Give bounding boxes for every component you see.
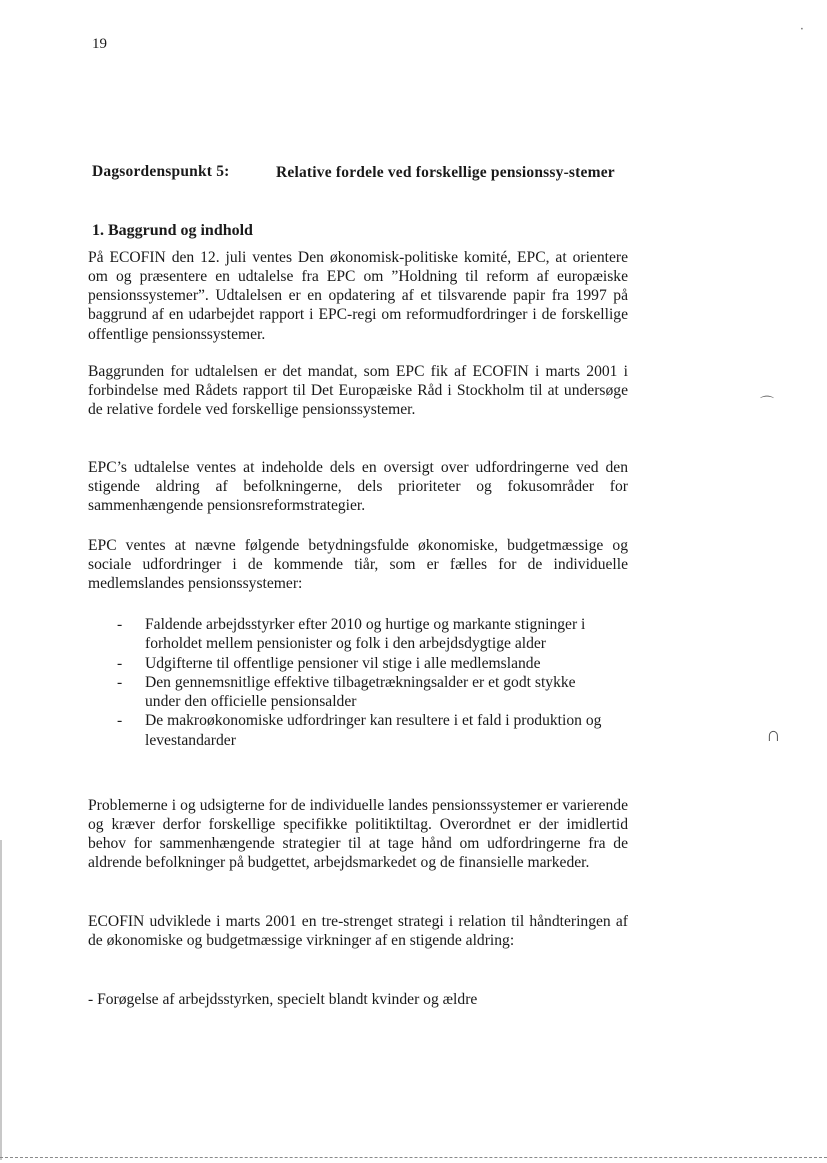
list-item-text: Udgifterne til offentlige pensioner vil stige i alle medlemslande xyxy=(145,654,541,672)
list-item-text: De makroøkonomiske udfordringer kan resultere i et fald i produktion og levestandarder xyxy=(145,712,602,749)
paragraph-mandate: Baggrunden for udtalelsen er det mandat, som EPC fik af ECOFIN i marts 2001 i forbindelse med Rådets rapport til Det Europæiske Råd i Stockholm til at undersøge de relative fordele ved forskellige pensionssystemer. xyxy=(88,362,628,419)
bullet-dash: - xyxy=(117,616,123,633)
scan-edge-shadow xyxy=(0,840,2,1160)
paragraph-strategy-item: - Forøgelse af arbejdsstyrken, specielt blandt kvinder og ældre xyxy=(88,990,478,1008)
paragraph-strategy: ECOFIN udviklede i marts 2001 en tre-strenget strategi i relation til håndteringen af de økonomiske og budgetmæssige virkninger af en stigende aldring: xyxy=(88,912,628,949)
paragraph-problems: Problemerne i og udsigterne for de individuelle landes pensionssystemer er varierende og kræver derfor forskellige specifikke politiktiltag. Overordnet er der imidlertid behov for sammenhængende strategier til at tage hånd om udfordringerne fra de aldrende befolkninger på budgettet, arbejdsmarkedet og de finansielle markeder. xyxy=(88,796,628,872)
scan-mark: ∩ xyxy=(766,724,781,746)
bullet-dash: - xyxy=(117,712,123,730)
agenda-item-title: Relative fordele ved forskellige pensionssy-stemer xyxy=(276,164,615,181)
list-item xyxy=(112,654,612,673)
paragraph-challenges-intro: EPC ventes at nævne følgende betydningsfulde økonomiske, budgetmæssige og sociale udfordringer i de kommende tiår, som er fælles for de individuelle medlemslandes pensionssystemer: xyxy=(88,536,628,593)
challenges-list xyxy=(112,615,612,750)
paragraph-statement-contents: EPC’s udtalelse ventes at indeholde dels en oversigt over udfordringerne ved den stigende aldring af befolkningerne, dels prioriteter og fokusområder for sammenhængende pensionsreformstrategier. xyxy=(88,458,628,515)
scan-mark: ⌒ xyxy=(760,397,774,412)
agenda-item-label: Dagsordenspunkt 5: xyxy=(92,163,230,180)
list-item-text: Den gennemsnitlige effektive tilbagetrækningsalder er et godt stykke under den officielle pensionsalder xyxy=(145,673,576,711)
list-item xyxy=(112,615,612,654)
list-item-text: Faldende arbejdsstyrker efter 2010 og hurtige og markante stigninger i forholdet mellem pensionister og folk i den arbejdsdygtige alder xyxy=(145,616,586,653)
list-item xyxy=(112,673,612,712)
page-bottom-border xyxy=(0,1157,827,1159)
page-number: 19 xyxy=(92,36,107,52)
paragraph-background: På ECOFIN den 12. juli ventes Den økonomisk-politiske komité, EPC, at orientere om og præsentere en udtalelse fra EPC om ”Holdning til reform af europæiske pensionssystemer”. Udtalelsen er en opdatering af et tilsvarende papir fra 1997 på baggrund af en udarbejdet rapport i EPC-regi om reformudfordringer i de forskellige offentlige pensionssystemer. xyxy=(88,248,628,343)
scan-speck: ‧ xyxy=(800,22,804,36)
bullet-dash: - xyxy=(117,654,123,672)
list-item xyxy=(112,711,612,750)
bullet-dash: - xyxy=(117,673,123,691)
section-heading: 1. Baggrund og indhold xyxy=(92,222,253,239)
